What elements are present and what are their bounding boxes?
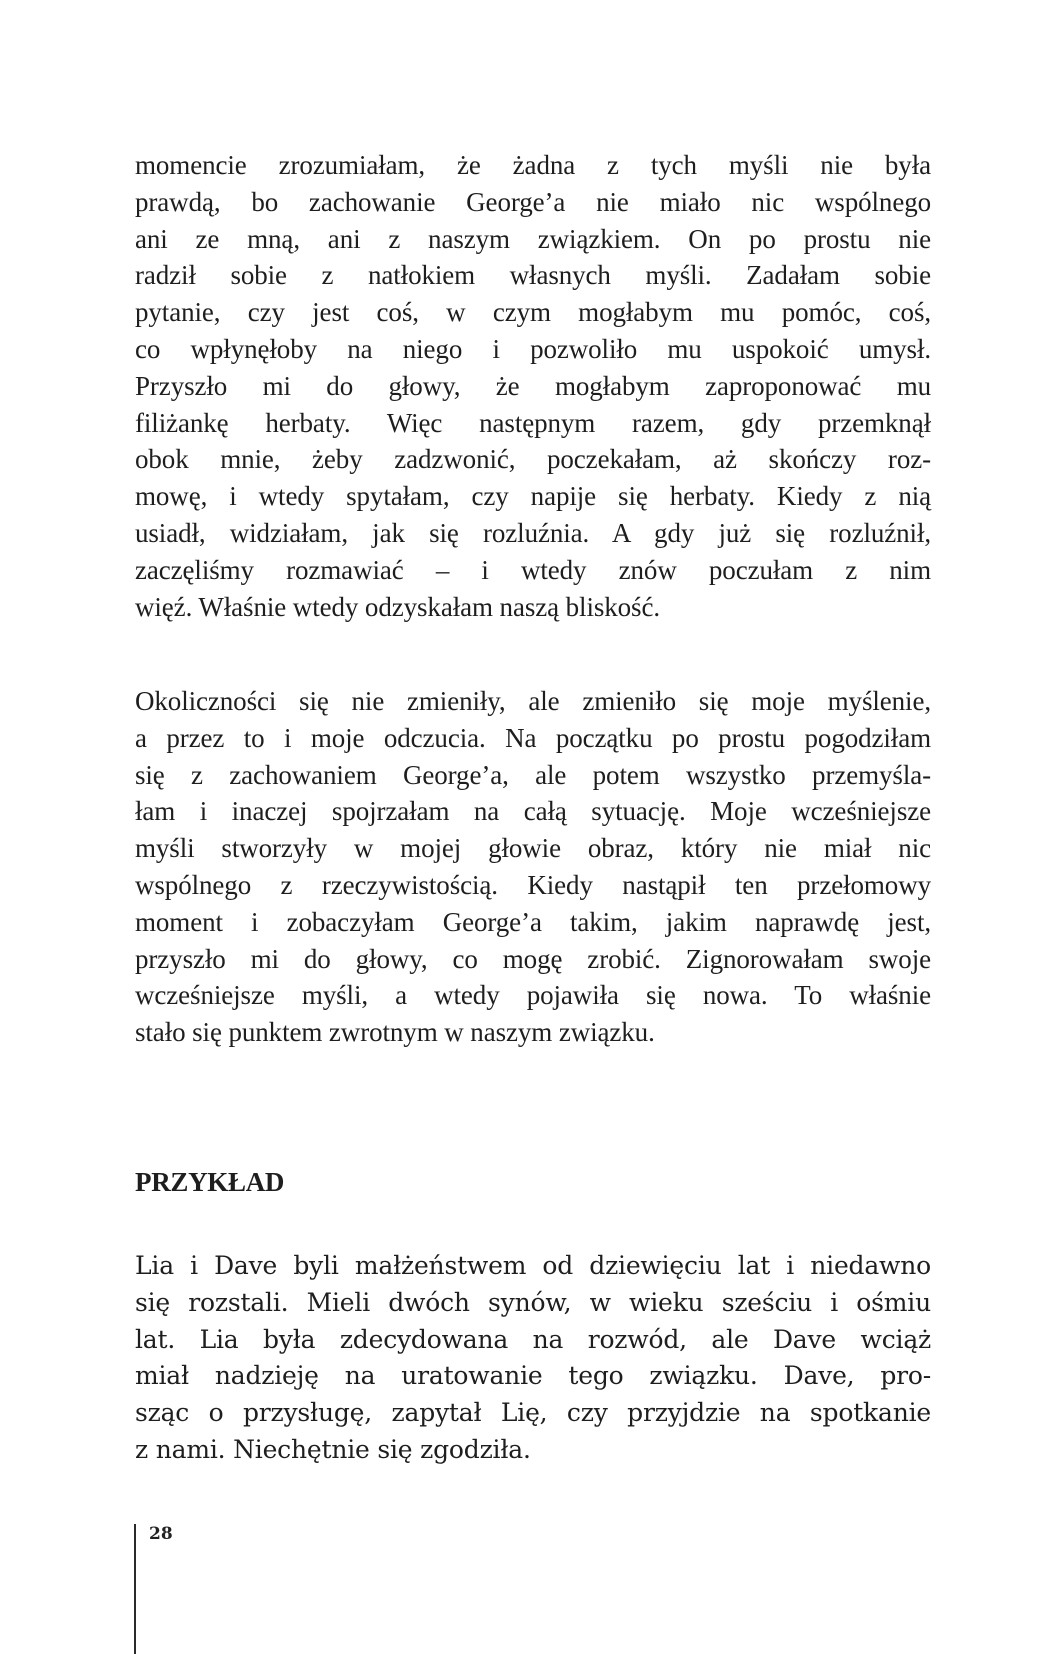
paragraph-lia-dave	[135, 1248, 931, 1469]
text-line: momencie zrozumiałam, że żadna z tych myśli nie była	[135, 150, 931, 180]
folio-divider	[134, 1524, 136, 1654]
text-line: obok mnie, żeby zadzwonić, poczekałam, aż skończy roz-	[135, 444, 931, 475]
text-line: myśli stworzyły w mojej głowie obraz, który nie miał nic	[135, 833, 931, 864]
paragraph-circumstances	[135, 683, 931, 1051]
text-line: a przez to i moje odczucia. Na początku po prostu pogodziłam	[135, 722, 931, 753]
text-line: łam i inaczej spojrzałam na całą sytuację. Moje wcześniejsze	[135, 796, 931, 827]
text-line: radził sobie z natłokiem własnych myśli. Zadałam sobie	[135, 260, 931, 291]
text-line: filiżankę herbaty. Więc następnym razem, gdy przemknął	[135, 407, 931, 438]
text-line: stało się punktem zwrotnym w naszym związku.	[135, 1017, 655, 1048]
text-line: usiadł, widziałam, jak się rozluźnia. A gdy już się rozluźnił,	[135, 517, 931, 548]
text-line: się rozstali. Mieli dwóch synów, w wieku sześciu i ośmiu	[135, 1287, 931, 1317]
text-line: ani ze mną, ani z naszym związkiem. On po prostu nie	[135, 223, 931, 254]
text-line: wcześniejsze myśli, a wtedy pojawiła się nowa. To właśnie	[135, 980, 931, 1011]
page-number: 28	[149, 1524, 173, 1544]
text-line: prawdą, bo zachowanie George’a nie miało nic wspólnego	[135, 186, 931, 217]
paragraph-george-tea	[135, 147, 931, 625]
text-line: zaczęliśmy rozmawiać – i wtedy znów poczułam z nim	[135, 554, 931, 585]
text-line: się z zachowaniem George’a, ale potem wszystko przemyśla-	[135, 759, 931, 790]
text-line: mowę, i wtedy spytałam, czy napije się herbaty. Kiedy z nią	[135, 481, 931, 512]
text-line: wspólnego z rzeczywistością. Kiedy nastąpił ten przełomowy	[135, 869, 931, 900]
text-line: Lia i Dave byli małżeństwem od dziewięciu lat i niedawno	[135, 1251, 931, 1280]
text-line: pytanie, czy jest coś, w czym mogłabym mu pomóc, coś,	[135, 297, 931, 328]
text-line: lat. Lia była zdecydowana na rozwód, ale Dave wciąż	[135, 1324, 931, 1354]
text-line: Okoliczności się nie zmieniły, ale zmieniło się moje myślenie,	[135, 686, 931, 716]
text-line: miał nadzieję na uratowanie tego związku. Dave, pro-	[135, 1361, 931, 1391]
text-line: przyszło mi do głowy, co mogę zrobić. Zignorowałam swoje	[135, 943, 931, 974]
text-line: z nami. Niechętnie się zgodziła.	[135, 1434, 531, 1464]
text-line: co wpłynęłoby na niego i pozwoliło mu uspokoić umysł.	[135, 333, 931, 364]
text-line: więź. Właśnie wtedy odzyskałam naszą bliskość.	[135, 591, 660, 622]
text-line: sząc o przysługę, zapytał Lię, czy przyjdzie na spotkanie	[135, 1398, 931, 1428]
text-line: Przyszło mi do głowy, że mogłabym zaproponować mu	[135, 370, 931, 401]
section-heading: PRZYKŁAD	[135, 1167, 285, 1197]
text-line: moment i zobaczyłam George’a takim, jakim naprawdę jest,	[135, 906, 931, 937]
